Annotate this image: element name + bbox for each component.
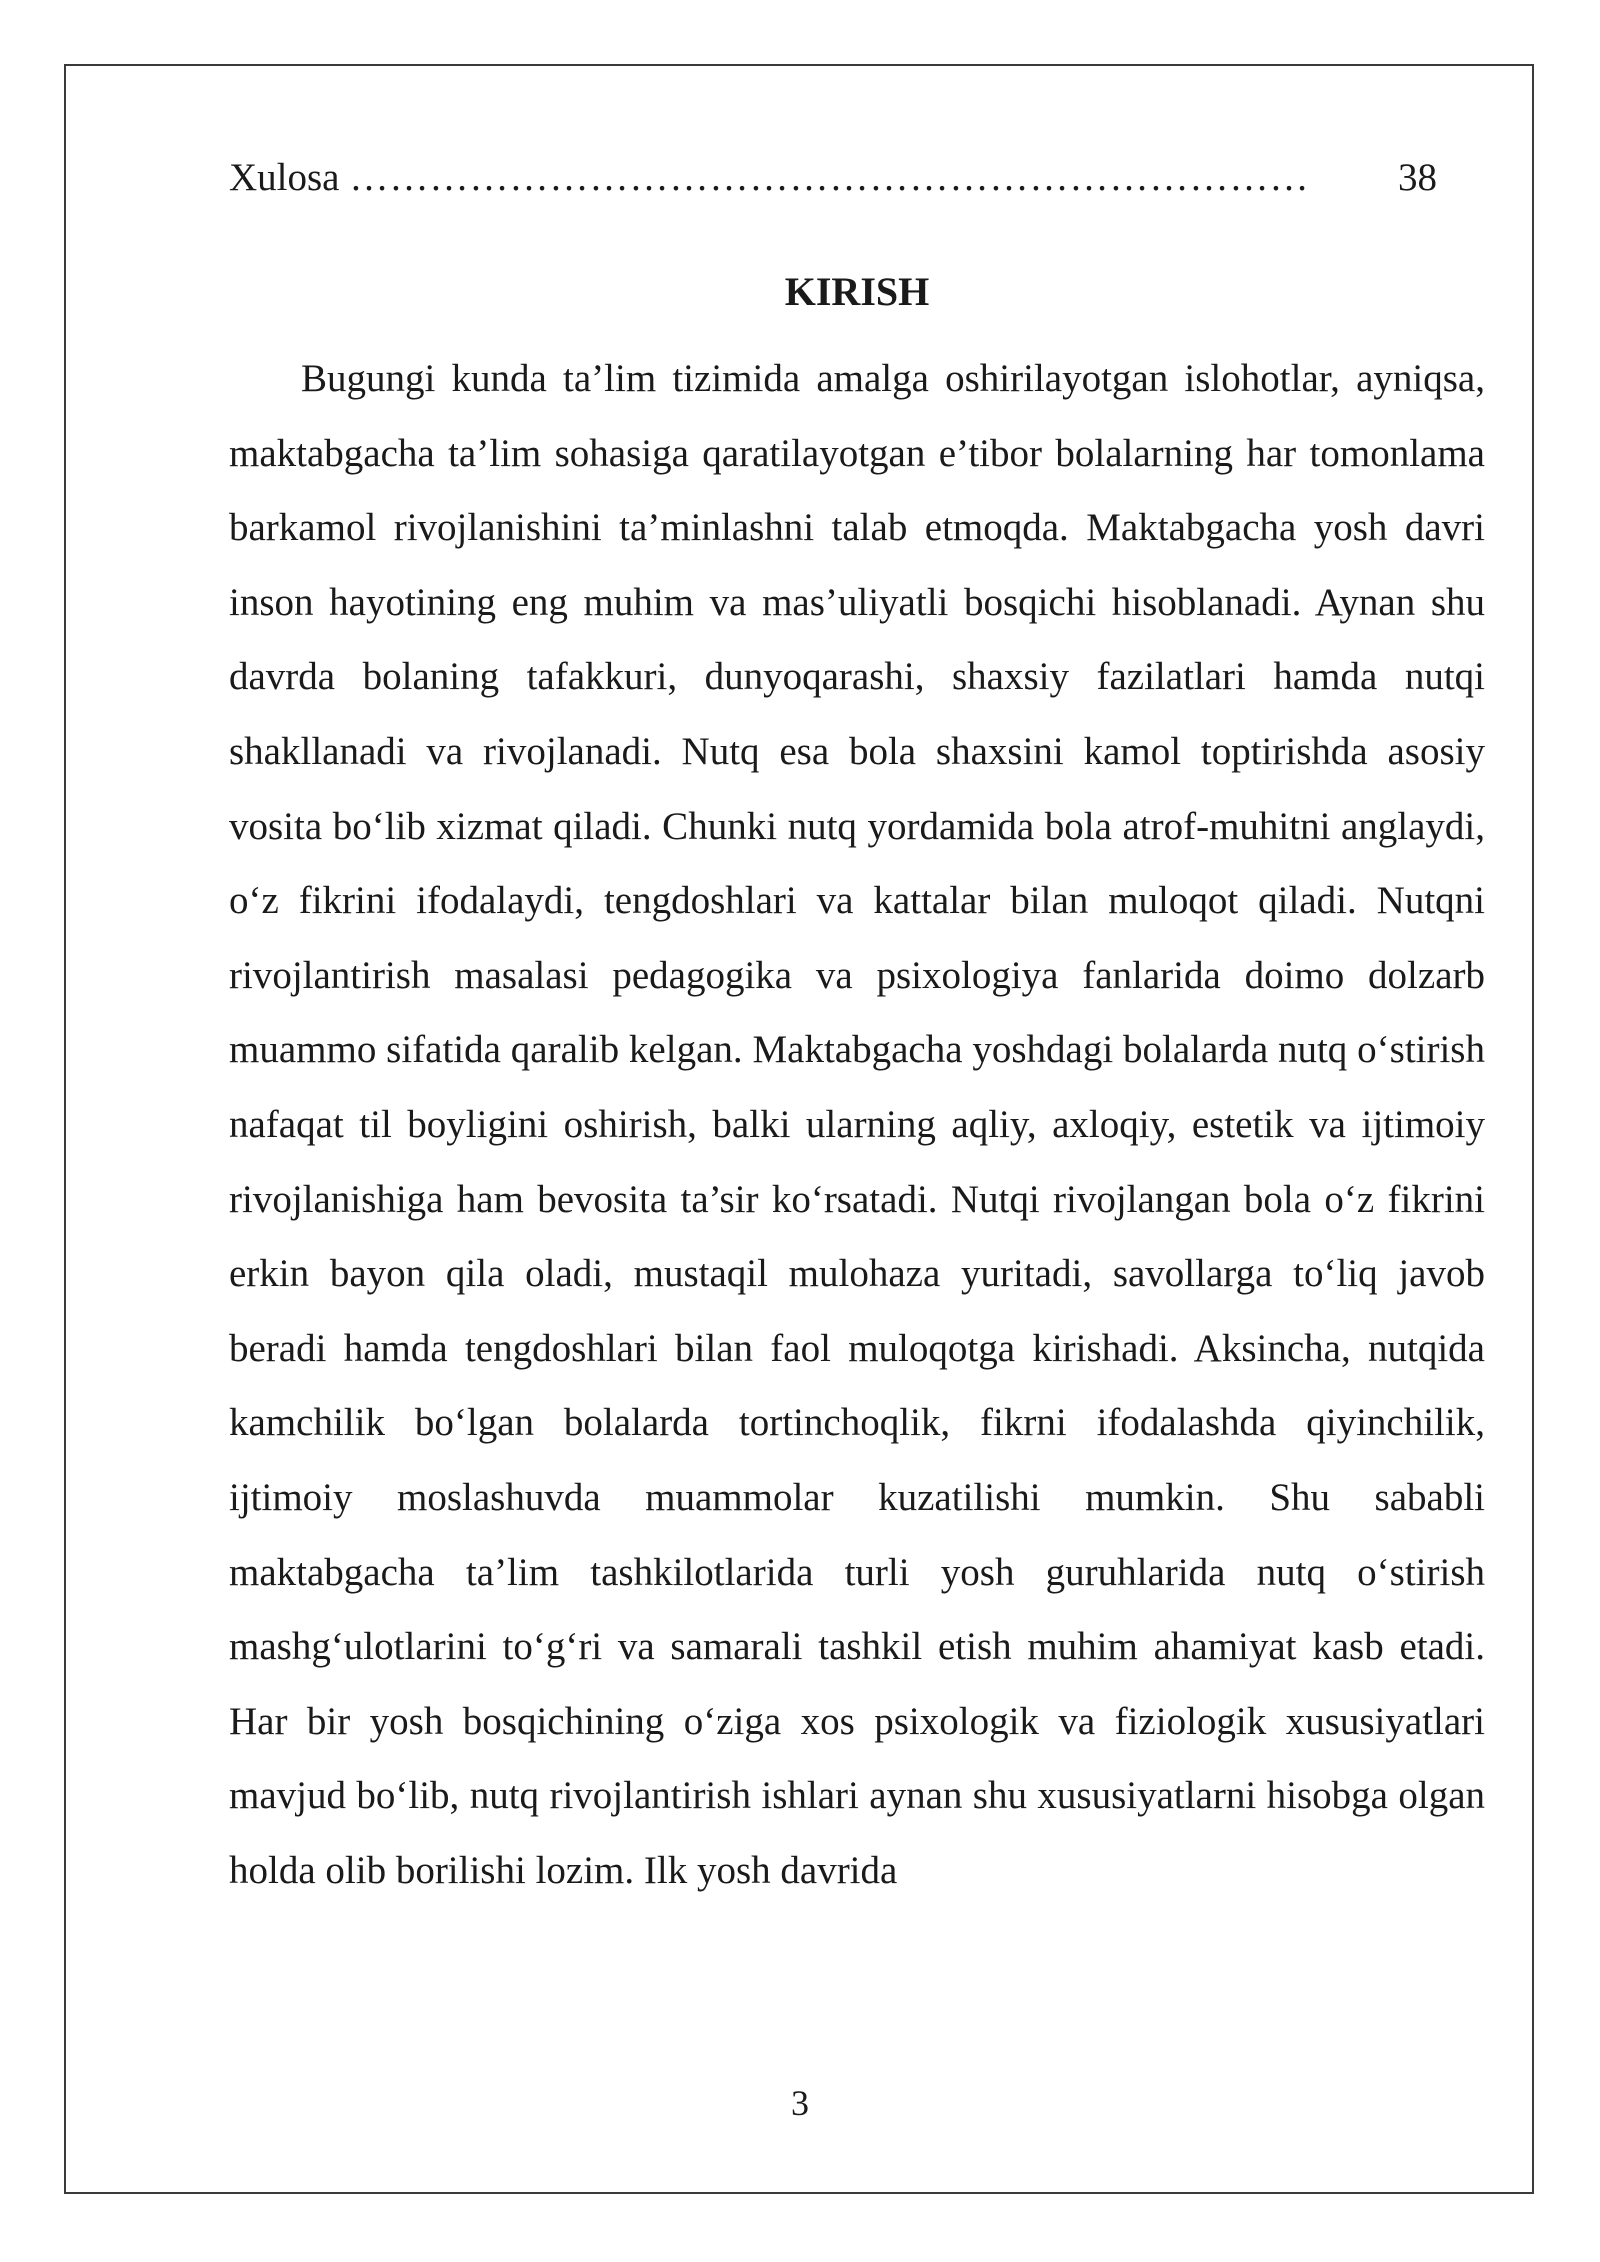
toc-entry-label: Xulosa (229, 156, 340, 199)
toc-leader-dots: ……………………………………………………………… (349, 156, 1310, 199)
body-paragraph: Bugungi kunda ta’lim tizimida amalga oshirilayotgan islohotlar, ayniqsa, maktabgacha ta’lim sohasiga qaratilayotgan e’tibor bolalarning har tomonlama barkamol rivojlanishini ta’minlashni talab etmoqda. Maktabgacha yosh davri inson hayotining eng muhim va mas’uliyatli bosqichi hisoblanadi. Aynan shu davrda bolaning tafakkuri, dunyoqarashi, shaxsiy fazilatlari hamda nutqi shakllanadi va rivojlanadi. Nutq esa bola shaxsini kamol toptirishda asosiy vosita bo‘lib xizmat qiladi. Chunki nutq yordamida bola atrof-muhitni anglaydi, o‘z fikrini ifodalaydi, tengdoshlari va kattalar bilan muloqot qiladi. Nutqni rivojlantirish masalasi pedagogika va psixologiya fanlarida doimo dolzarb muammo sifatida qaralib kelgan. Maktabgacha yoshdagi bolalarda nutq o‘stirish nafaqat til boyligini oshirish, balki ularning aqliy, axloqiy, estetik va ijtimoiy rivojlanishiga ham bevosita ta’sir ko‘rsatadi. Nutqi rivojlangan bola o‘z fikrini erkin bayon qila oladi, mustaqil mulohaza yuritadi, savollarga to‘liq javob beradi hamda tengdoshlari bilan faol muloqotga kirishadi. Aksincha, nutqida kamchilik bo‘lgan bolalarda tortinchoqlik, fikrni ifodalashda qiyinchilik, ijtimoiy moslashuvda muammolar kuzatilishi mumkin. Shu sababli maktabgacha ta’lim tashkilotlarida turli yosh guruhlarida nutq o‘stirish mashg‘ulotlarini to‘g‘ri va samarali tashkil etish muhim ahamiyat kasb etadi. Har bir yosh bosqichining o‘ziga xos psixologik va fiziologik xususiyatlari mavjud bo‘lib, nutq rivojlantirish ishlari aynan shu xususiyatlarni hisobga olgan holda olib borilishi lozim. Ilk yosh davrida (229, 357, 1485, 1892)
toc-entry-page: 38 (1398, 156, 1437, 199)
section-heading: KIRISH (784, 269, 930, 314)
toc-entry (229, 148, 1437, 208)
page-content (229, 148, 1485, 1908)
page-number: 3 (791, 2083, 809, 2123)
